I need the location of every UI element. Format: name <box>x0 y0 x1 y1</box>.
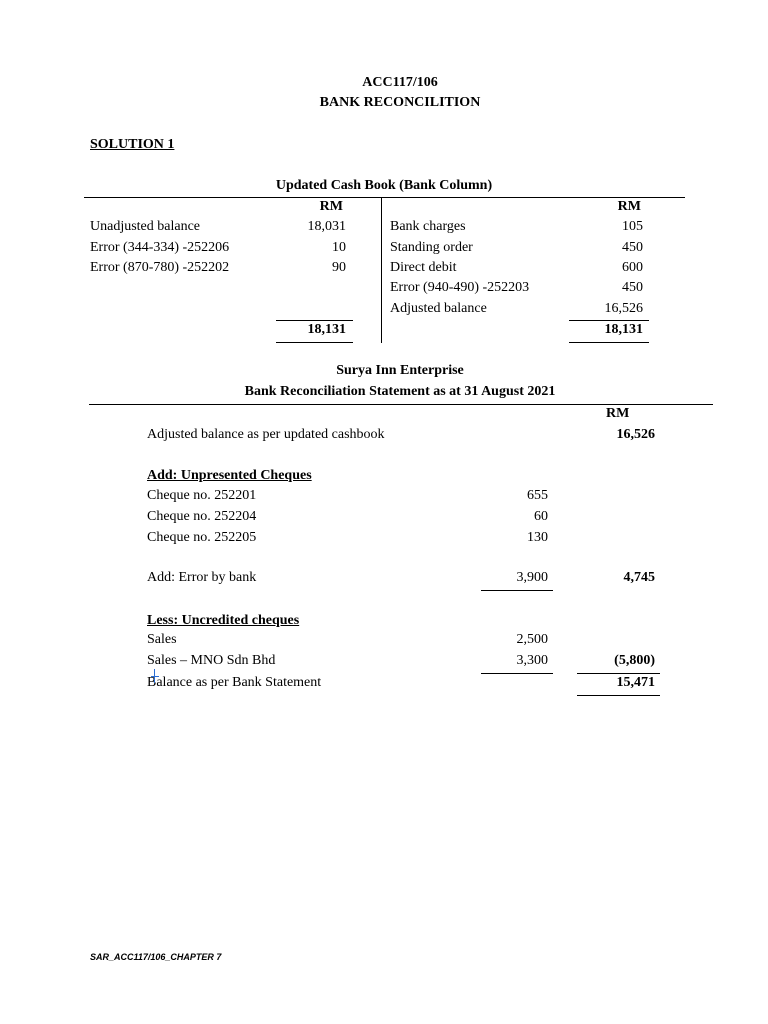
cashbook-left-label: Unadjusted balance <box>90 219 201 234</box>
uncredited-amount: 3,300 <box>516 653 548 668</box>
final-total-top-rule <box>577 673 660 674</box>
cashbook-left-amount: 10 <box>332 240 346 255</box>
cashbook-left-amount: 90 <box>332 260 346 275</box>
cashbook-left-label: Error (870-780) -252202 <box>90 260 230 275</box>
final-balance-amount: 15,471 <box>616 675 655 690</box>
page-footer: SAR_ACC117/106_CHAPTER 7 <box>90 952 222 962</box>
company-name: Surya Inn Enterprise <box>336 363 464 378</box>
statement-currency: RM <box>606 406 630 421</box>
final-total-underline <box>577 695 660 696</box>
adjusted-balance-amount: 16,526 <box>616 427 655 442</box>
cheque-amount: 130 <box>527 530 548 545</box>
cashbook-total-rule-right <box>569 320 649 321</box>
adjusted-balance-label: Adjusted balance as per updated cashbook <box>147 427 385 442</box>
cashbook-right-label: Standing order <box>390 240 473 255</box>
cashbook-total-rule-left <box>276 320 353 321</box>
cashbook-top-rule <box>84 197 685 198</box>
cashbook-divider <box>381 197 382 343</box>
cashbook-right-label: Error (940-490) -252203 <box>390 280 530 295</box>
add-total: 4,745 <box>623 570 655 585</box>
cashbook-right-amount: 450 <box>622 240 643 255</box>
uncredited-amount: 2,500 <box>516 632 548 647</box>
cashbook-total-underline-right <box>569 342 649 343</box>
cashbook-right-amount: 600 <box>622 260 643 275</box>
cashbook-right-amount: 16,526 <box>604 301 643 316</box>
document-title: BANK RECONCILITION <box>319 95 481 110</box>
cheque-amount: 60 <box>534 509 548 524</box>
cheque-label: Cheque no. 252201 <box>147 488 257 503</box>
cashbook-title: Updated Cash Book (Bank Column) <box>275 178 493 193</box>
cheque-label: Cheque no. 252204 <box>147 509 257 524</box>
cheque-label: Cheque no. 252205 <box>147 530 257 545</box>
error-by-bank-amount: 3,900 <box>516 570 548 585</box>
cashbook-currency-right: RM <box>617 199 641 214</box>
cashbook-right-amount: 450 <box>622 280 643 295</box>
course-code: ACC117/106 <box>362 75 438 90</box>
add-heading: Add: Unpresented Cheques <box>147 468 312 483</box>
statement-title: Bank Reconciliation Statement as at 31 August 2021 <box>244 384 556 399</box>
cashbook-right-label: Bank charges <box>390 219 466 234</box>
cheque-amount: 655 <box>527 488 548 503</box>
statement-top-rule <box>89 404 713 405</box>
cashbook-currency-left: RM <box>319 199 343 214</box>
uncredited-label: Sales – MNO Sdn Bhd <box>147 653 276 668</box>
cashbook-right-label: Direct debit <box>390 260 457 275</box>
cashbook-total-left: 18,131 <box>307 322 346 337</box>
cashbook-left-amount: 18,031 <box>307 219 346 234</box>
final-balance-label: Balance as per Bank Statement <box>147 675 322 690</box>
less-subtotal-rule <box>481 673 553 674</box>
cashbook-total-right: 18,131 <box>604 322 643 337</box>
less-total: (5,800) <box>614 653 655 668</box>
cashbook-right-label: Adjusted balance <box>390 301 487 316</box>
add-subtotal-rule <box>481 590 553 591</box>
less-heading: Less: Uncredited cheques <box>147 613 300 628</box>
error-by-bank-label: Add: Error by bank <box>147 570 257 585</box>
cashbook-left-label: Error (344-334) -252206 <box>90 240 230 255</box>
solution-heading: SOLUTION 1 <box>90 137 175 152</box>
cashbook-right-amount: 105 <box>622 219 643 234</box>
cashbook-total-underline-left <box>276 342 353 343</box>
text-cursor-icon <box>151 669 160 683</box>
uncredited-label: Sales <box>147 632 177 647</box>
